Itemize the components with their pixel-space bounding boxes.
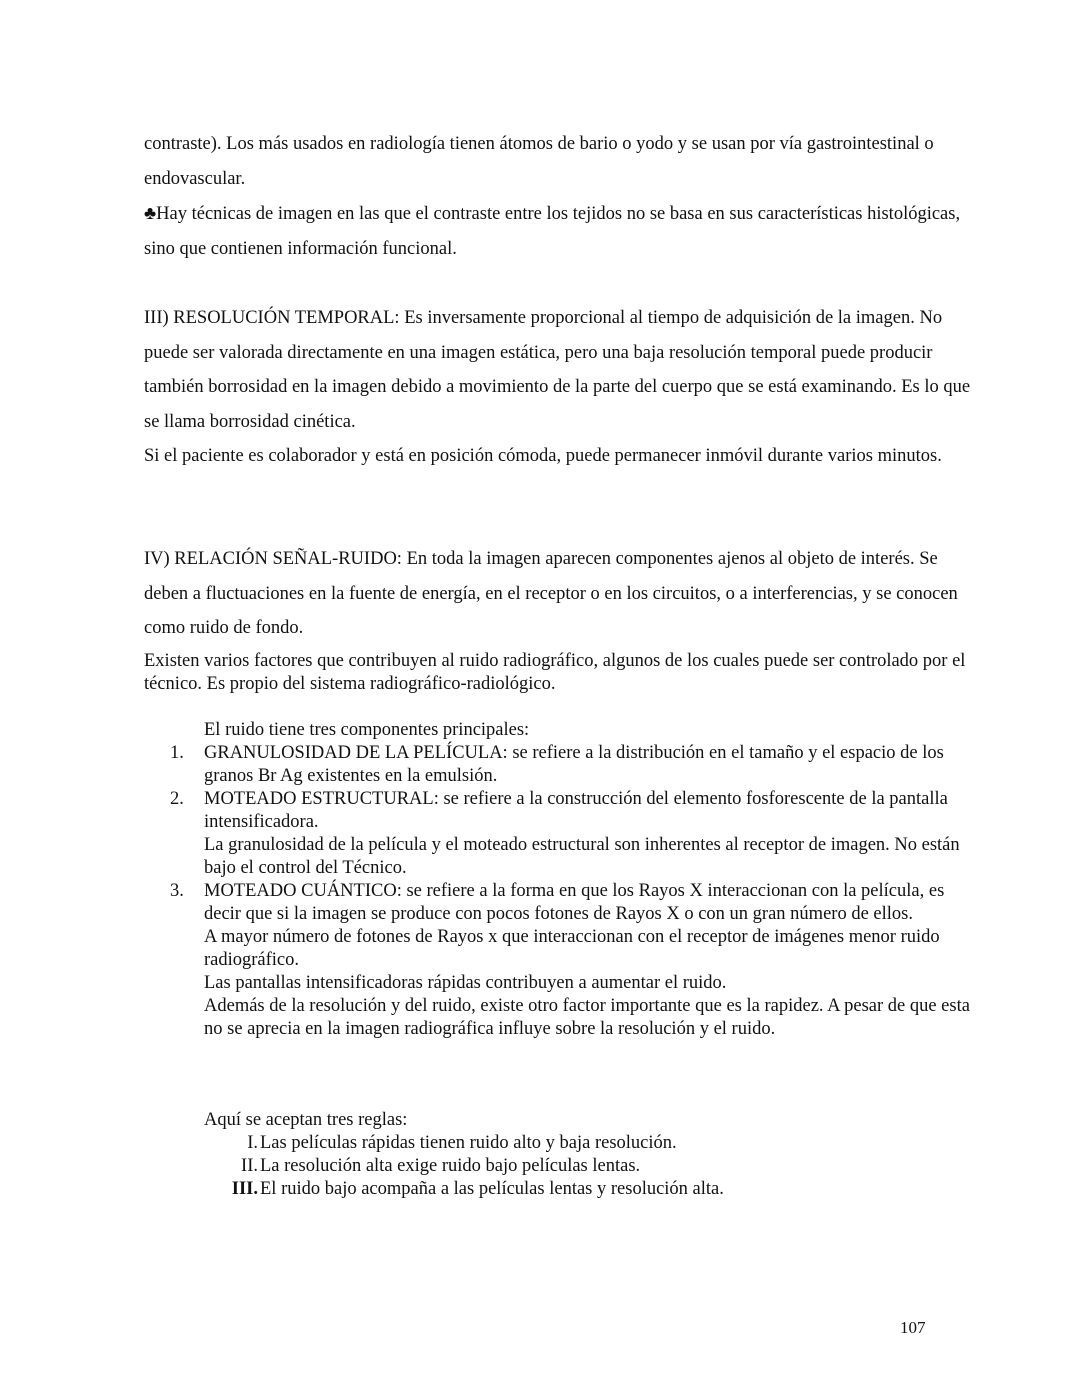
rule-item [200, 1132, 980, 1155]
rule-item [200, 1178, 980, 1201]
page-number: 107 [900, 1318, 926, 1337]
noise-intro: El ruido tiene tres componentes principales: [204, 720, 530, 740]
paragraph-functional-text: Hay técnicas de imagen en las que el contraste entre los tejidos no se basa en sus características histológicas, sino que contienen información funcional. [144, 204, 961, 259]
rule-text: La resolución alta exige ruido bajo películas lentas. [260, 1156, 641, 1176]
rules-intro: Aquí se aceptan tres reglas: [204, 1110, 408, 1130]
rule-text: Las películas rápidas tienen ruido alto y baja resolución. [260, 1133, 677, 1153]
list-item [170, 788, 970, 834]
paragraph-functional [144, 197, 974, 266]
paragraph-temporal-resolution: III) RESOLUCIÓN TEMPORAL: Es inversamente proporcional al tiempo de adquisición de la imagen. No puede ser valorada directamente en una imagen estática, pero una baja resolución temporal puede producir también borrosidad en la imagen debido a movimiento de la parte del cuerpo que se está examinando. Es lo que se llama borrosidad cinética. [144, 308, 971, 432]
noise-components-list [170, 719, 970, 1041]
club-bullet-icon: ♣ [144, 204, 157, 224]
paragraph-patient: Si el paciente es colaborador y está en posición cómoda, puede permanecer inmóvil durante varios minutos. [144, 446, 942, 466]
paragraph-noise-factors: Existen varios factores que contribuyen al ruido radiográfico, algunos de los cuales puede ser controlado por el técnico. Es propio del sistema radiográfico-radiológico. [144, 651, 966, 694]
note-receptor: La granulosidad de la película y el moteado estructural son inherentes al receptor de imagen. No están bajo el control del Técnico. [204, 835, 960, 878]
rule-item [200, 1155, 980, 1178]
list-item-number: 2. [170, 789, 184, 809]
list-item-text: MOTEADO ESTRUCTURAL: se refiere a la construcción del elemento fosforescente de la pantalla intensificadora. [204, 789, 948, 832]
list-item [170, 742, 970, 788]
rules-list [200, 1109, 980, 1201]
rule-number: I. [247, 1133, 258, 1153]
paragraph-signal-noise: IV) RELACIÓN SEÑAL-RUIDO: En toda la imagen aparecen componentes ajenos al objeto de interés. Se deben a fluctuaciones en la fuente de energía, en el receptor o en los circuitos, o a interferencias, y se conocen como ruido de fondo. [144, 549, 958, 638]
list-item-text: GRANULOSIDAD DE LA PELÍCULA: se refiere a la distribución en el tamaño y el espacio de los granos Br Ag existentes en la emulsión. [204, 743, 944, 786]
list-item [170, 880, 970, 926]
list-item-number: 3. [170, 881, 184, 901]
paragraph-contrast-continuation: contraste). Los más usados en radiología tienen átomos de bario o yodo y se usan por vía gastrointestinal o endovascular. [144, 134, 934, 189]
note-screens: Las pantallas intensificadoras rápidas contribuyen a aumentar el ruido. [204, 973, 727, 993]
list-item-number: 1. [170, 743, 184, 763]
rule-number: III. [231, 1179, 258, 1199]
list-item-text: MOTEADO CUÁNTICO: se refiere a la forma en que los Rayos X interaccionan con la película, es decir que si la imagen se produce con pocos fotones de Rayos X o con un gran número de ellos. [204, 881, 945, 924]
rule-number: II. [241, 1156, 258, 1176]
note-speed: Además de la resolución y del ruido, existe otro factor importante que es la rapidez. A pesar de que esta no se aprecia en la imagen radiográfica influye sobre la resolución y el ruido. [204, 996, 970, 1039]
note-photons: A mayor número de fotones de Rayos x que interaccionan con el receptor de imágenes menor ruido radiográfico. [204, 927, 940, 970]
rule-text: El ruido bajo acompaña a las películas lentas y resolución alta. [260, 1179, 724, 1199]
